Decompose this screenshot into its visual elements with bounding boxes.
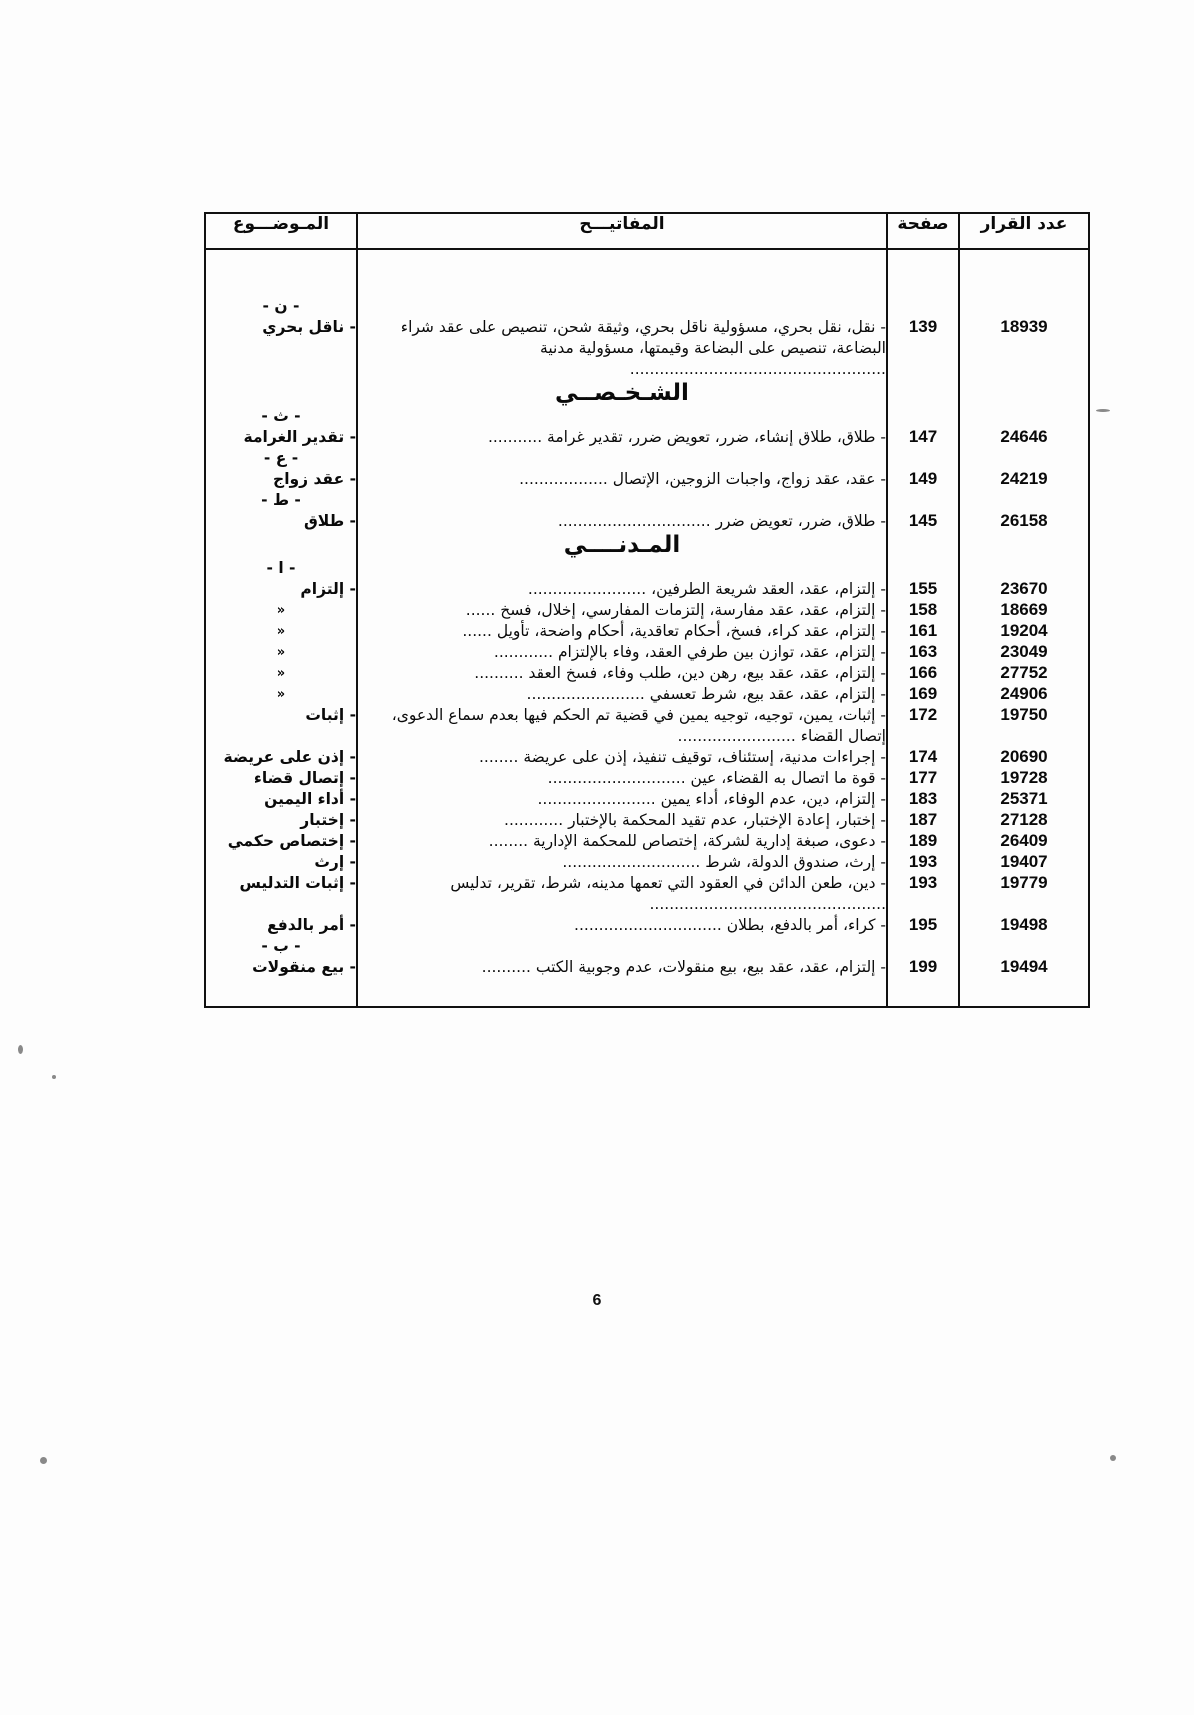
letter-marker: - ن - — [205, 296, 357, 317]
table-row — [205, 768, 1089, 789]
letter-divider-row — [205, 448, 1089, 469]
decision-number-cell — [959, 490, 1089, 511]
subject-cell: - أمر بالدفع — [205, 915, 357, 936]
table-row — [205, 621, 1089, 642]
decision-number-cell: 19494 — [959, 957, 1089, 978]
keywords-cell: - عقد، عقد زواج، واجبات الزوجين، الإتصال .................. — [357, 469, 887, 490]
table-row — [205, 684, 1089, 705]
decision-number-cell: 24646 — [959, 427, 1089, 448]
subject-cell: - إثبات — [205, 705, 357, 747]
column-header-decision-number: عدد القرار — [959, 213, 1089, 249]
keywords-cell — [357, 406, 887, 427]
keywords-cell: - إختبار، إعادة الإختبار، عدم تقيد المحكمة بالإختبار ............ — [357, 810, 887, 831]
keywords-cell: - إلتزام، عقد كراء، فسخ، أحكام تعاقدية، أحكام واضحة، تأويل ...... — [357, 621, 887, 642]
subject-cell: - إختبار — [205, 810, 357, 831]
keywords-cell: - نقل، نقل بحري، مسؤولية ناقل بحري، وثيقة شحن، تنصيص على عقد شراء البضاعة، تنصيص على البضاعة وقيمتها، مسؤولية مدنية .................................................... — [357, 317, 887, 380]
scan-speck — [1096, 409, 1110, 412]
page-cell: 147 — [887, 427, 959, 448]
keywords-cell: - إلتزام، عقد، عقد مفارسة، إلتزمات المفارسي، إخلال، فسخ ...... — [357, 600, 887, 621]
letter-marker: - ب - — [205, 936, 357, 957]
table-row — [205, 705, 1089, 747]
decision-number-cell: 18939 — [959, 317, 1089, 380]
spacer-cell — [959, 249, 1089, 296]
subject-cell: - إرث — [205, 852, 357, 873]
subject-cell: « — [205, 600, 357, 621]
scan-speck — [1110, 1455, 1116, 1461]
page-cell: 189 — [887, 831, 959, 852]
page-cell: 193 — [887, 852, 959, 873]
page-cell: 174 — [887, 747, 959, 768]
subject-cell: - إثبات التدليس — [205, 873, 357, 915]
page-cell: 187 — [887, 810, 959, 831]
subject-cell: « — [205, 642, 357, 663]
subject-cell: - إتصال قضاء — [205, 768, 357, 789]
scan-speck — [52, 1075, 56, 1079]
table-row — [205, 469, 1089, 490]
subject-cell: - طلاق — [205, 511, 357, 532]
page-cell — [887, 490, 959, 511]
decision-number-cell: 19204 — [959, 621, 1089, 642]
page-cell: 199 — [887, 957, 959, 978]
decision-number-cell: 19498 — [959, 915, 1089, 936]
page-cell: 145 — [887, 511, 959, 532]
keywords-cell — [357, 490, 887, 511]
spacer-cell — [357, 978, 887, 1007]
decision-number-cell: 26158 — [959, 511, 1089, 532]
scan-speck — [18, 1045, 23, 1054]
keywords-cell: - إثبات، يمين، توجيه، توجيه يمين في قضية تم الحكم فيها بعدم سماع الدعوى، إتصال القضاء ........................ — [357, 705, 887, 747]
decision-number-cell: 19407 — [959, 852, 1089, 873]
subject-cell: « — [205, 663, 357, 684]
letter-marker: - ع - — [205, 448, 357, 469]
decision-number-cell: 23049 — [959, 642, 1089, 663]
page-cell — [887, 936, 959, 957]
section-title: المـدنــــي — [357, 532, 887, 558]
column-header-subject: المـوضـــوع — [205, 213, 357, 249]
keywords-cell — [357, 558, 887, 579]
table-row — [205, 852, 1089, 873]
keywords-cell — [357, 296, 887, 317]
section-title: الشـخـصــي — [357, 380, 887, 406]
decision-number-cell: 20690 — [959, 747, 1089, 768]
decision-number-cell: 25371 — [959, 789, 1089, 810]
scan-speck — [40, 1457, 47, 1464]
letter-marker: - ا - — [205, 558, 357, 579]
table-spacer-row — [205, 249, 1089, 296]
keywords-cell: - إلتزام، عقد، عقد بيع، بيع منقولات، عدم وجوبية الكتب .......... — [357, 957, 887, 978]
subject-cell: - بيع منقولات — [205, 957, 357, 978]
subject-cell: - أداء اليمين — [205, 789, 357, 810]
page-cell: 163 — [887, 642, 959, 663]
letter-divider-row — [205, 296, 1089, 317]
keywords-cell: - إلتزام، دين، عدم الوفاء، أداء يمين ........................ — [357, 789, 887, 810]
table-header-row — [205, 213, 1089, 249]
table-row — [205, 957, 1089, 978]
decision-number-cell — [959, 558, 1089, 579]
keywords-cell: - إلتزام، عقد، العقد شريعة الطرفين، ........................ — [357, 579, 887, 600]
keywords-cell — [357, 936, 887, 957]
letter-marker: - ث - — [205, 406, 357, 427]
page-cell: 193 — [887, 873, 959, 915]
keywords-cell: - إلتزام، عقد، عقد بيع، رهن دين، طلب وفاء، فسخ العقد .......... — [357, 663, 887, 684]
keywords-cell: - دين، طعن الدائن في العقود التي تعمها مدينه، شرط، تقرير، تدليس ................................................ — [357, 873, 887, 915]
subject-cell: - ناقل بحري — [205, 317, 357, 380]
index-table-container — [206, 212, 1090, 1008]
keywords-cell: - إجراءات مدنية، إستئناف، توقيف تنفيذ، إذن على عريضة ........ — [357, 747, 887, 768]
table-spacer-row — [205, 978, 1089, 1007]
decision-number-cell — [959, 406, 1089, 427]
table-row — [205, 810, 1089, 831]
page-cell: 166 — [887, 663, 959, 684]
page-cell: 177 — [887, 768, 959, 789]
page-cell: 155 — [887, 579, 959, 600]
table-row — [205, 642, 1089, 663]
decision-number-cell: 24219 — [959, 469, 1089, 490]
table-row — [205, 663, 1089, 684]
decision-number-cell: 18669 — [959, 600, 1089, 621]
table-row — [205, 579, 1089, 600]
decision-number-cell: 24906 — [959, 684, 1089, 705]
page-cell: 149 — [887, 469, 959, 490]
keywords-cell: - إلتزام، عقد، عقد بيع، شرط تعسفي ........................ — [357, 684, 887, 705]
keywords-cell: - إرث، صندوق الدولة، شرط ............................ — [357, 852, 887, 873]
page-cell — [887, 406, 959, 427]
decision-number-cell — [959, 296, 1089, 317]
decision-number-cell — [959, 532, 1089, 558]
subject-cell: - إختصاص حكمي — [205, 831, 357, 852]
table-row — [205, 747, 1089, 768]
index-table-body — [205, 249, 1089, 1007]
page-cell: 195 — [887, 915, 959, 936]
index-table-head — [205, 213, 1089, 249]
decision-number-cell — [959, 936, 1089, 957]
letter-divider-row — [205, 490, 1089, 511]
decision-number-cell: 19750 — [959, 705, 1089, 747]
spacer-cell — [887, 249, 959, 296]
keywords-cell: - طلاق، ضرر، تعويض ضرر ............................... — [357, 511, 887, 532]
subject-cell: - عقد زواج — [205, 469, 357, 490]
table-row — [205, 915, 1089, 936]
table-row — [205, 511, 1089, 532]
subject-cell: - تقدير الغرامة — [205, 427, 357, 448]
spacer-cell — [959, 978, 1089, 1007]
keywords-cell: - إلتزام، عقد، توازن بين طرفي العقد، وفاء بالإلتزام ............ — [357, 642, 887, 663]
table-row — [205, 789, 1089, 810]
keywords-cell: - قوة ما اتصال به القضاء، عين ............................ — [357, 768, 887, 789]
subject-cell: - إذن على عريضة — [205, 747, 357, 768]
spacer-cell — [205, 978, 357, 1007]
decision-number-cell: 19779 — [959, 873, 1089, 915]
subject-cell: « — [205, 684, 357, 705]
table-row — [205, 873, 1089, 915]
subject-cell — [205, 380, 357, 406]
column-header-page: صفحة — [887, 213, 959, 249]
page-cell: 139 — [887, 317, 959, 380]
table-row — [205, 831, 1089, 852]
page-cell: 172 — [887, 705, 959, 747]
keywords-cell: - دعوى، صبغة إدارية لشركة، إختصاص للمحكمة الإدارية ........ — [357, 831, 887, 852]
decision-number-cell — [959, 380, 1089, 406]
spacer-cell — [357, 249, 887, 296]
page-number: 6 — [592, 1292, 602, 1309]
page-cell — [887, 296, 959, 317]
section-heading-row — [205, 380, 1089, 406]
keywords-cell: - كراء، أمر بالدفع، بطلان .............................. — [357, 915, 887, 936]
letter-divider-row — [205, 406, 1089, 427]
page-cell — [887, 558, 959, 579]
table-row — [205, 427, 1089, 448]
letter-divider-row — [205, 936, 1089, 957]
subject-cell: - إلتزام — [205, 579, 357, 600]
page-cell — [887, 380, 959, 406]
letter-marker: - ط - — [205, 490, 357, 511]
column-header-keywords: المفاتيـــح — [357, 213, 887, 249]
spacer-cell — [205, 249, 357, 296]
index-table — [204, 212, 1090, 1008]
subject-cell — [205, 532, 357, 558]
page-cell: 169 — [887, 684, 959, 705]
page-cell — [887, 448, 959, 469]
page-cell: 161 — [887, 621, 959, 642]
table-row — [205, 317, 1089, 380]
page-cell: 183 — [887, 789, 959, 810]
page-cell — [887, 532, 959, 558]
decision-number-cell — [959, 448, 1089, 469]
section-heading-row — [205, 532, 1089, 558]
letter-divider-row — [205, 558, 1089, 579]
decision-number-cell: 19728 — [959, 768, 1089, 789]
subject-cell: « — [205, 621, 357, 642]
decision-number-cell: 27128 — [959, 810, 1089, 831]
keywords-cell — [357, 448, 887, 469]
table-row — [205, 600, 1089, 621]
spacer-cell — [887, 978, 959, 1007]
decision-number-cell: 26409 — [959, 831, 1089, 852]
decision-number-cell: 27752 — [959, 663, 1089, 684]
decision-number-cell: 23670 — [959, 579, 1089, 600]
page-cell: 158 — [887, 600, 959, 621]
keywords-cell: - طلاق، طلاق إنشاء، ضرر، تعويض ضرر، تقدير غرامة ........... — [357, 427, 887, 448]
